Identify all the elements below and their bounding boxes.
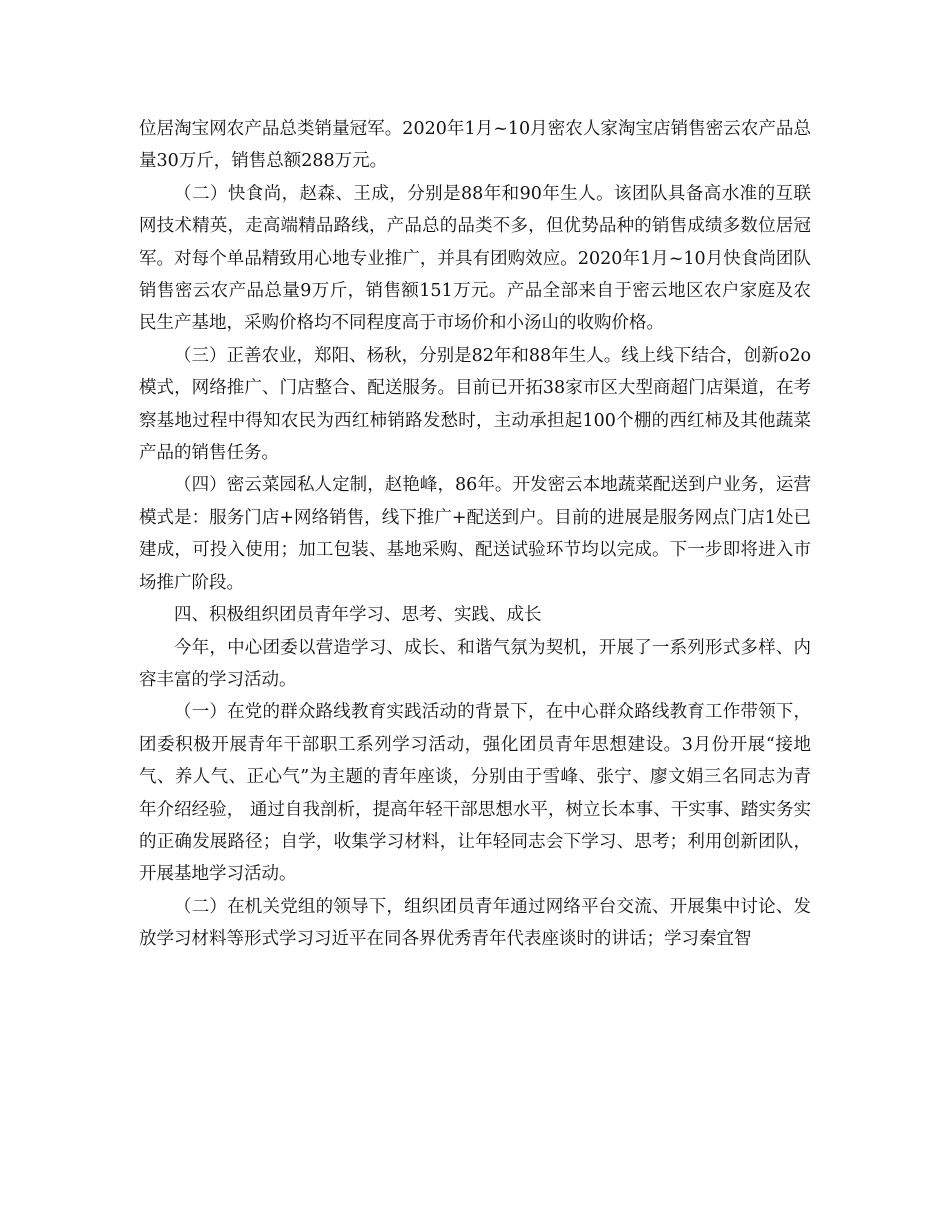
paragraph-kuaishishang: （二）快食尚，赵森、王成，分别是88年和90年生人。该团队具备高水准的互联网技术精英，走高端精品路线，产品总的品类不多，但优势品种的销售成绩多数位居冠军。对每个单品精致用心地专业推广，并具有团购效应。2020年1月~10月快食尚团队销售密云农产品总量9万斤，销售额151万元。产品全部来自于密云地区农户家庭及农民生产基地，采购价格均不同程度高于市场价和小汤山的收购价格。: [139, 183, 811, 334]
paragraph-party-study: （二）在机关党组的领导下，组织团员青年通过网络平台交流、开展集中讨论、发放学习材料等形式学习习近平在同各界优秀青年代表座谈时的讲话；学习秦宜智: [139, 896, 811, 950]
paragraph-continuation: 位居淘宝网农产品总类销量冠军。2020年1月~10月密农人家淘宝店销售密云农产品总量30万斤，销售总额288万元。: [139, 119, 811, 172]
section-heading-four: 四、积极组织团员青年学习、思考、实践、成长: [174, 605, 542, 626]
paragraph-miyun-garden: （四）密云菜园私人定制，赵艳峰，86年。开发密云本地蔬菜配送到户业务，运营模式是：服务门店+网络销售，线下推广+配送到户。目前的进展是服务网点门店1处已建成，可投入使用；加工包装、基地采购、配送试验环节均以完成。下一步即将进入市场推广阶段。: [139, 475, 811, 593]
paragraph-intro: 今年，中心团委以营造学习、成长、和谐气氛为契机，开展了一系列形式多样、内容丰富的学习活动。: [139, 637, 811, 690]
document-body: [139, 113, 811, 956]
paragraph-mass-line: （一）在党的群众路线教育实践活动的背景下，在中心群众路线教育工作带领下，团委积极开展青年干部职工系列学习活动，强化团员青年思想建设。3月份开展“接地气、养人气、正心气”为主题的青年座谈，分别由于雪峰、张宁、廖文娟三名同志为青年介绍经验， 通过自我剖析，提高年轻干部思想水平，树立长本事、干实事、踏实务实的正确发展路径；自学，收集学习材料，让年轻同志会下学习、思考；利用创新团队，开展基地学习活动。: [139, 702, 811, 885]
paragraph-zhengshan-agriculture: （三）正善农业，郑阳、杨秋，分别是82年和88年生人。线上线下结合，创新o2o模式，网络推广、门店整合、配送服务。目前已开拓38家市区大型商超门店渠道，在考察基地过程中得知农民为西红柿销路发愁时，主动承担起100个棚的西红柿及其他蔬菜产品的销售任务。: [139, 345, 811, 464]
